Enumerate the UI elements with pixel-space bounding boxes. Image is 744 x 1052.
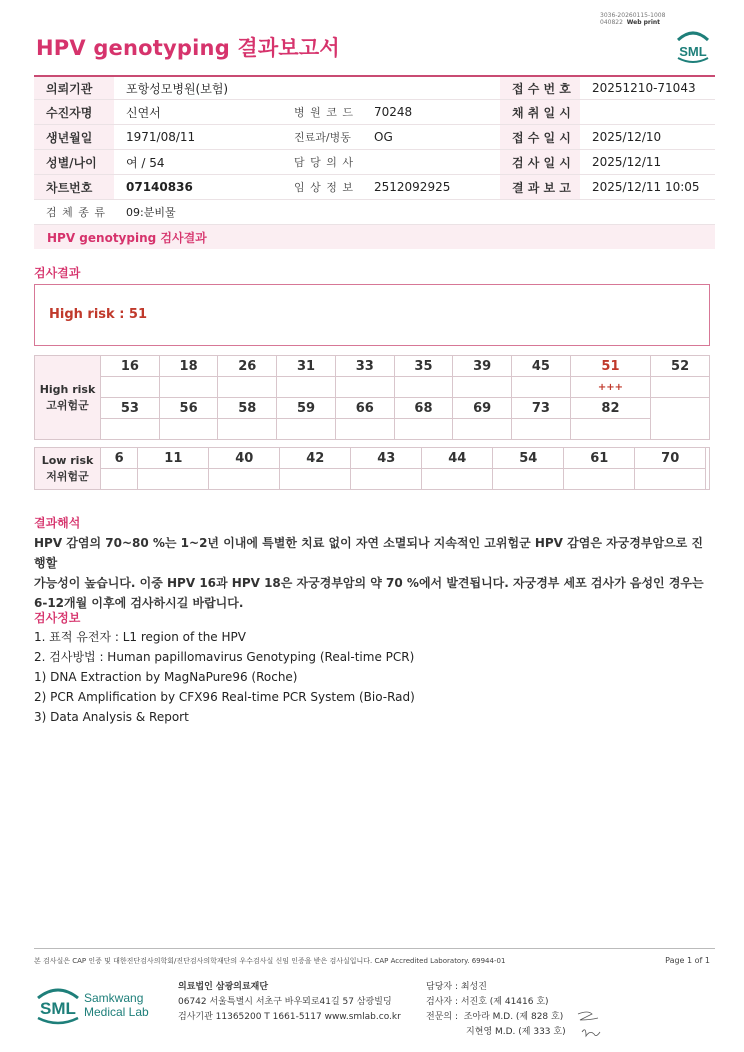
staff-line: 전문의 : 조아라 M.D. (제 828 호) — [426, 1012, 564, 1022]
label-sex-age: 성별/나이 — [34, 150, 114, 174]
report-title: HPV genotyping 결과보고서 — [36, 36, 340, 60]
lr-type-cell: 43 — [351, 448, 422, 469]
hr-type-cell: 35 — [394, 356, 453, 377]
value-birth-date: 1971/08/11 — [126, 130, 196, 144]
info-row-2 — [34, 100, 715, 125]
hr-mark-cell — [277, 419, 336, 440]
hr-mark-cell — [101, 419, 160, 440]
lr-type-cell: 61 — [564, 448, 635, 469]
lr-empty-cell — [706, 448, 710, 490]
info-row-5 — [34, 175, 715, 200]
hr-mark-cell — [453, 377, 512, 398]
value-sex-age: 여 / 54 — [126, 155, 165, 170]
hr-type-cell: 33 — [335, 356, 394, 377]
hr-type-cell: 69 — [453, 398, 512, 419]
label-accession-number: 접 수 번 호 — [500, 77, 580, 99]
document-code-line2: 040822 Web print — [600, 19, 661, 26]
lr-mark-cell — [493, 469, 564, 490]
lr-mark-cell — [209, 469, 280, 490]
organization-address: 06742 서울특별시 서초구 바우뫼로41길 57 삼광빌딩 — [178, 997, 392, 1007]
hr-type-cell: 68 — [394, 398, 453, 419]
interpretation-heading: 결과해석 — [34, 516, 81, 530]
hr-type-cell: 52 — [651, 356, 710, 377]
lr-mark-cell — [564, 469, 635, 490]
staff-info — [426, 980, 566, 1040]
sml-logo-icon — [672, 26, 714, 64]
high-risk-row1-types — [35, 356, 710, 377]
value-hospital-code: 70248 — [374, 105, 413, 119]
staff-line: 지현영 M.D. (제 333 호) — [426, 1027, 566, 1037]
low-risk-label-en: Low risk — [41, 453, 94, 467]
hr-type-cell: 18 — [159, 356, 218, 377]
high-risk-row2-marks — [35, 419, 710, 440]
organization-contact: 검사기관 11365200 T 1661-5117 www.smlab.co.kr — [178, 1012, 401, 1022]
hr-mark-cell — [218, 377, 277, 398]
lr-mark-cell — [280, 469, 351, 490]
lr-type-cell: 70 — [635, 448, 706, 469]
test-info-item: 1. 표적 유전자 : L1 region of the HPV — [34, 630, 246, 644]
hr-mark-cell-positive: +++ — [570, 377, 650, 398]
high-risk-label-en: High risk — [39, 382, 96, 396]
low-risk-label-ko: 저위험군 — [46, 469, 89, 483]
label-receipt-date: 접 수 일 시 — [500, 125, 580, 149]
organization-info — [178, 980, 401, 1025]
label-clinical-info: 임 상 정 보 — [294, 181, 354, 194]
value-collection-date — [580, 100, 715, 124]
staff-line: 검사자 : 서진호 (제 41416 호) — [426, 997, 549, 1007]
value-test-date: 2025/12/11 — [592, 155, 662, 169]
lr-type-cell: 44 — [422, 448, 493, 469]
document-code — [600, 12, 665, 26]
hr-type-cell-positive: 51 — [570, 356, 650, 377]
test-info-heading: 검사정보 — [34, 611, 81, 625]
patient-info-table — [34, 75, 715, 225]
samkwang-logo-icon — [36, 982, 156, 1026]
test-info-item: 3) Data Analysis & Report — [34, 710, 189, 724]
lr-mark-cell — [101, 469, 138, 490]
hr-type-cell: 82 — [570, 398, 650, 419]
lr-type-cell: 40 — [209, 448, 280, 469]
label-chart-number: 차트번호 — [34, 175, 114, 199]
low-risk-label — [35, 448, 101, 490]
value-specimen-type: 09:분비물 — [126, 206, 176, 219]
hr-type-cell: 45 — [512, 356, 571, 377]
value-requesting-institution: 포항성모병원(보험) — [126, 81, 229, 96]
brand-line1: Samkwang — [84, 991, 144, 1005]
web-print-label: Web print — [626, 19, 661, 26]
test-info-list — [34, 627, 415, 727]
result-text: High risk : 51 — [49, 307, 148, 322]
low-risk-row1-marks — [35, 469, 710, 490]
hr-type-cell: 58 — [218, 398, 277, 419]
test-info-item: 1) DNA Extraction by MagNaPure96 (Roche) — [34, 670, 298, 684]
svg-text:SML: SML — [40, 999, 76, 1018]
hr-type-cell: 31 — [277, 356, 336, 377]
hr-type-cell: 73 — [512, 398, 571, 419]
value-patient-name: 신연서 — [126, 105, 161, 120]
hr-type-cell: 59 — [277, 398, 336, 419]
value-department: OG — [374, 130, 393, 144]
value-accession-number: 20251210-71043 — [592, 81, 696, 95]
high-risk-row1-marks — [35, 377, 710, 398]
test-info-item: 2) PCR Amplification by CFX96 Real-time PCR System (Bio-Rad) — [34, 690, 415, 704]
footer-divider — [34, 948, 715, 949]
interpretation-text — [34, 533, 714, 613]
hr-mark-cell — [651, 377, 710, 398]
sml-logo-text: SML — [679, 44, 707, 59]
info-row-1 — [34, 75, 715, 100]
hr-type-cell: 16 — [101, 356, 160, 377]
hr-mark-cell — [394, 377, 453, 398]
hr-type-cell: 53 — [101, 398, 160, 419]
hr-mark-cell — [159, 377, 218, 398]
brand-line2: Medical Lab — [84, 1005, 149, 1019]
label-hospital-code: 병 원 코 드 — [294, 106, 354, 119]
lr-type-cell: 54 — [493, 448, 564, 469]
low-risk-grid — [34, 447, 710, 490]
staff-line: 담당자 : 최성진 — [426, 982, 487, 992]
hr-empty-cell — [651, 398, 710, 440]
info-row-3 — [34, 125, 715, 150]
hr-mark-cell — [453, 419, 512, 440]
label-doctor: 담 당 의 사 — [294, 156, 354, 169]
page-number: Page 1 of 1 — [665, 956, 710, 965]
lr-mark-cell — [138, 469, 209, 490]
hr-mark-cell — [512, 419, 571, 440]
test-info-item: 2. 검사방법 : Human papillomavirus Genotyping (Real-time PCR) — [34, 650, 415, 664]
lr-mark-cell — [635, 469, 706, 490]
hr-mark-cell — [570, 419, 650, 440]
label-test-date: 검 사 일 시 — [500, 150, 580, 174]
low-risk-row1-types — [35, 448, 710, 469]
organization-name: 의료법인 삼광의료재단 — [178, 982, 269, 992]
high-risk-label-ko: 고위험군 — [46, 398, 89, 412]
lr-type-cell: 6 — [101, 448, 138, 469]
label-requesting-institution: 의뢰기관 — [34, 77, 114, 99]
value-receipt-date: 2025/12/10 — [592, 130, 662, 144]
lr-mark-cell — [351, 469, 422, 490]
hr-type-cell: 26 — [218, 356, 277, 377]
label-collection-date: 채 취 일 시 — [500, 100, 580, 124]
lr-type-cell: 42 — [280, 448, 351, 469]
label-specimen-type: 검 체 종 류 — [46, 206, 106, 219]
label-patient-name: 수진자명 — [34, 100, 114, 124]
value-clinical-info: 2512092925 — [374, 180, 451, 194]
document-code-line1: 3036-20260115-1008 — [600, 12, 666, 19]
label-department: 진료과/병동 — [294, 131, 351, 144]
hr-type-cell: 56 — [159, 398, 218, 419]
hr-mark-cell — [101, 377, 160, 398]
value-result-report: 2025/12/11 10:05 — [592, 180, 700, 194]
hr-type-cell: 66 — [335, 398, 394, 419]
section-title-bar: HPV genotyping 검사결과 — [34, 225, 715, 249]
signature-icon — [574, 1008, 608, 1042]
interpretation-line: 가능성이 높습니다. 이중 HPV 16과 HPV 18은 자궁경부암의 약 70 %에서 발견됩니다. 자궁경부 세포 검사가 음성인 경우는 — [34, 576, 704, 590]
high-risk-label — [35, 356, 101, 440]
hr-mark-cell — [277, 377, 336, 398]
result-box — [34, 284, 710, 346]
high-risk-row2-types — [35, 398, 710, 419]
hr-mark-cell — [335, 377, 394, 398]
info-row-4 — [34, 150, 715, 175]
hr-mark-cell — [512, 377, 571, 398]
info-row-specimen — [34, 200, 715, 225]
value-doctor — [362, 150, 500, 174]
hr-mark-cell — [218, 419, 277, 440]
hr-mark-cell — [159, 419, 218, 440]
lr-mark-cell — [422, 469, 493, 490]
accreditation-note: 본 검사실은 CAP 인증 및 대한진단검사의학회/진단검사의학재단의 우수검사실 신임 인증을 받은 검사실입니다. CAP Accredited Laboratory. 69944-01 — [34, 957, 506, 965]
lr-type-cell: 11 — [138, 448, 209, 469]
high-risk-grid — [34, 355, 710, 440]
label-result-report: 결 과 보 고 — [500, 175, 580, 199]
hr-mark-cell — [394, 419, 453, 440]
interpretation-line: HPV 감염의 70~80 %는 1~2년 이내에 특별한 치료 없이 자연 소멸되나 지속적인 고위험군 HPV 감염은 자궁경부암으로 진행할 — [34, 536, 704, 570]
value-chart-number: 07140836 — [126, 180, 193, 194]
result-heading: 검사결과 — [34, 266, 81, 280]
hr-type-cell: 39 — [453, 356, 512, 377]
hr-mark-cell — [335, 419, 394, 440]
label-birth-date: 생년월일 — [34, 125, 114, 149]
interpretation-line: 6-12개월 이후에 검사하시길 바랍니다. — [34, 596, 244, 610]
